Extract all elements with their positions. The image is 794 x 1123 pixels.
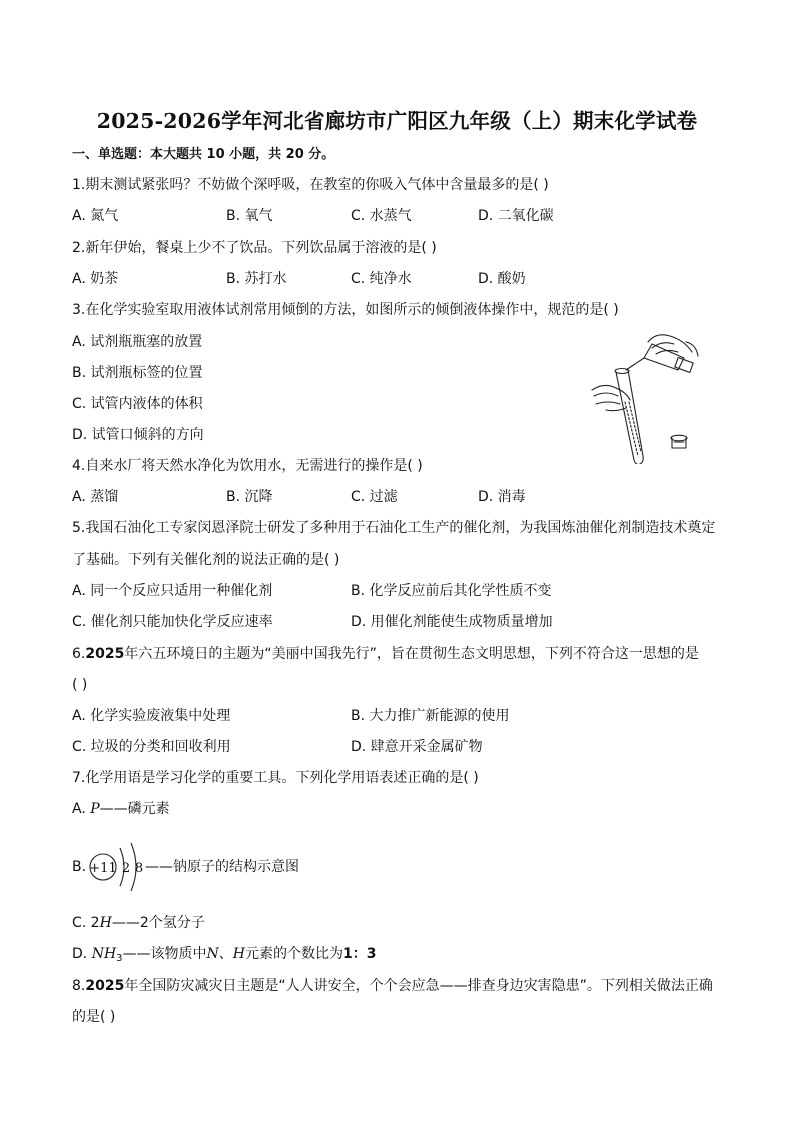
nitrogen-symbol: N <box>206 946 219 962</box>
question-5-option-a: A. 同一个反应只适用一种催化剂 <box>72 583 273 599</box>
question-6-option-b: B. 大力推广新能源的使用 <box>351 708 510 724</box>
question-8-stem-line1 <box>72 977 713 995</box>
question-4-option-a: A. 蒸馏 <box>72 489 119 505</box>
element-ratio: 1：3 <box>343 946 377 962</box>
question-4-option-d: D. 消毒 <box>478 489 526 505</box>
question-6-option-a: A. 化学实验废液集中处理 <box>72 708 231 724</box>
ammonia-formula: NH <box>91 946 117 962</box>
question-5-stem-line1: 5.我国石油化工专家闵恩泽院士研发了多种用于石油化工生产的催化剂，为我国炼油催化剂制造技术奠定 <box>72 520 716 536</box>
question-3-option-d: D. 试管口倾斜的方向 <box>72 427 204 443</box>
question-7-option-b-text: ——钠原子的结构示意图 <box>145 859 299 875</box>
question-5-option-b: B. 化学反应前后其化学性质不变 <box>351 583 552 599</box>
electron-shell-2: 8 <box>134 861 144 876</box>
question-5-option-c: C. 催化剂只能加快化学反应速率 <box>72 614 273 630</box>
separator: 、 <box>218 946 233 962</box>
question-7-option-c-text: ——2个氢分子 <box>111 915 205 931</box>
question-8-year: 2025 <box>85 978 125 994</box>
question-3-option-b: B. 试剂瓶标签的位置 <box>72 365 203 381</box>
question-2-stem: 2.新年伊始，餐桌上少不了饮品。下列饮品属于溶液的是( ) <box>72 240 437 256</box>
question-6-year: 2025 <box>85 646 125 662</box>
question-6-option-c: C. 垃圾的分类和回收利用 <box>72 739 231 755</box>
question-5-option-d: D. 用催化剂能使生成物质量增加 <box>351 614 553 630</box>
question-1-stem: 1.期末测试紧张吗？不妨做个深呼吸，在教室的你吸入气体中含量最多的是( ) <box>72 177 549 193</box>
question-2-option-c: C. 纯净水 <box>351 271 412 287</box>
question-7-option-d-text2: 元素的个数比为 <box>245 946 343 962</box>
question-8-stem-text: 年全国防灾减灾日主题是“人人讲安全，个个会应急——排查身边灾害隐患”。下列相关做法正确 <box>124 978 713 994</box>
hydrogen-symbol: H <box>99 915 112 931</box>
question-2-option-a: A. 奶茶 <box>72 271 119 287</box>
nucleus-charge: +11 <box>89 861 117 876</box>
question-1-option-c: C. 水蒸气 <box>351 208 412 224</box>
question-7-stem: 7.化学用语是学习化学的重要工具。下列化学用语表述正确的是( ) <box>72 770 479 786</box>
question-4-option-c: C. 过滤 <box>351 489 398 505</box>
question-6-number: 6. <box>72 646 86 662</box>
question-1-option-b: B. 氧气 <box>226 208 273 224</box>
question-1-option-a: A. 氮气 <box>72 208 119 224</box>
section-heading <box>72 146 334 164</box>
question-3-option-c: C. 试管内液体的体积 <box>72 396 203 412</box>
question-6-option-d: D. 肆意开采金属矿物 <box>351 739 483 755</box>
pouring-liquid-figure <box>586 330 702 464</box>
question-6-stem-line2: ( ) <box>72 677 88 693</box>
question-6-stem-text: 年六五环境日的主题为“美丽中国我先行”，旨在贯彻生态文明思想，下列不符合这一思想的是 <box>124 646 699 662</box>
question-2-option-d: D. 酸奶 <box>478 271 526 287</box>
question-3-option-a: A. 试剂瓶瓶塞的放置 <box>72 334 203 350</box>
electron-shell-1: 2 <box>121 861 131 876</box>
question-4-option-b: B. 沉降 <box>226 489 273 505</box>
phosphorus-symbol: P <box>90 801 100 817</box>
question-1-option-d: D. 二氧化碳 <box>478 208 554 224</box>
question-8-number: 8. <box>72 978 86 994</box>
question-4-stem: 4.自来水厂将天然水净化为饮用水，无需进行的操作是( ) <box>72 458 423 474</box>
question-7-option-d-label: D. <box>72 946 92 962</box>
question-5-stem-line2: 了基础。下列有关催化剂的说法正确的是( ) <box>72 552 340 568</box>
question-7-option-d-text1: ——该物质中 <box>122 946 207 962</box>
question-7-option-a-label: A. <box>72 801 91 817</box>
question-7-option-b-label: B. <box>72 859 87 875</box>
ammonia-subscript: 3 <box>116 953 123 964</box>
question-7-option-d <box>72 945 376 968</box>
question-7-option-a <box>72 800 170 818</box>
section-heading-text: 一、单选题：本大题共 10 小题，共 20 分。 <box>72 147 335 162</box>
question-2-option-b: B. 苏打水 <box>226 271 287 287</box>
question-7-option-a-text: ——磷元素 <box>99 801 170 817</box>
question-8-stem-line2: 的是( ) <box>72 1009 116 1025</box>
question-7-option-c <box>72 914 205 932</box>
question-3-stem: 3.在化学实验室取用液体试剂常用倾倒的方法，如图所示的倾倒液体操作中，规范的是( ) <box>72 302 619 318</box>
exam-title: 2025-2026学年河北省廊坊市广阳区九年级（上）期末化学试卷 <box>96 109 698 133</box>
hydrogen-symbol-d: H <box>232 946 245 962</box>
question-7-option-c-label: C. 2 <box>72 915 100 931</box>
question-6-stem-line1 <box>72 645 699 663</box>
